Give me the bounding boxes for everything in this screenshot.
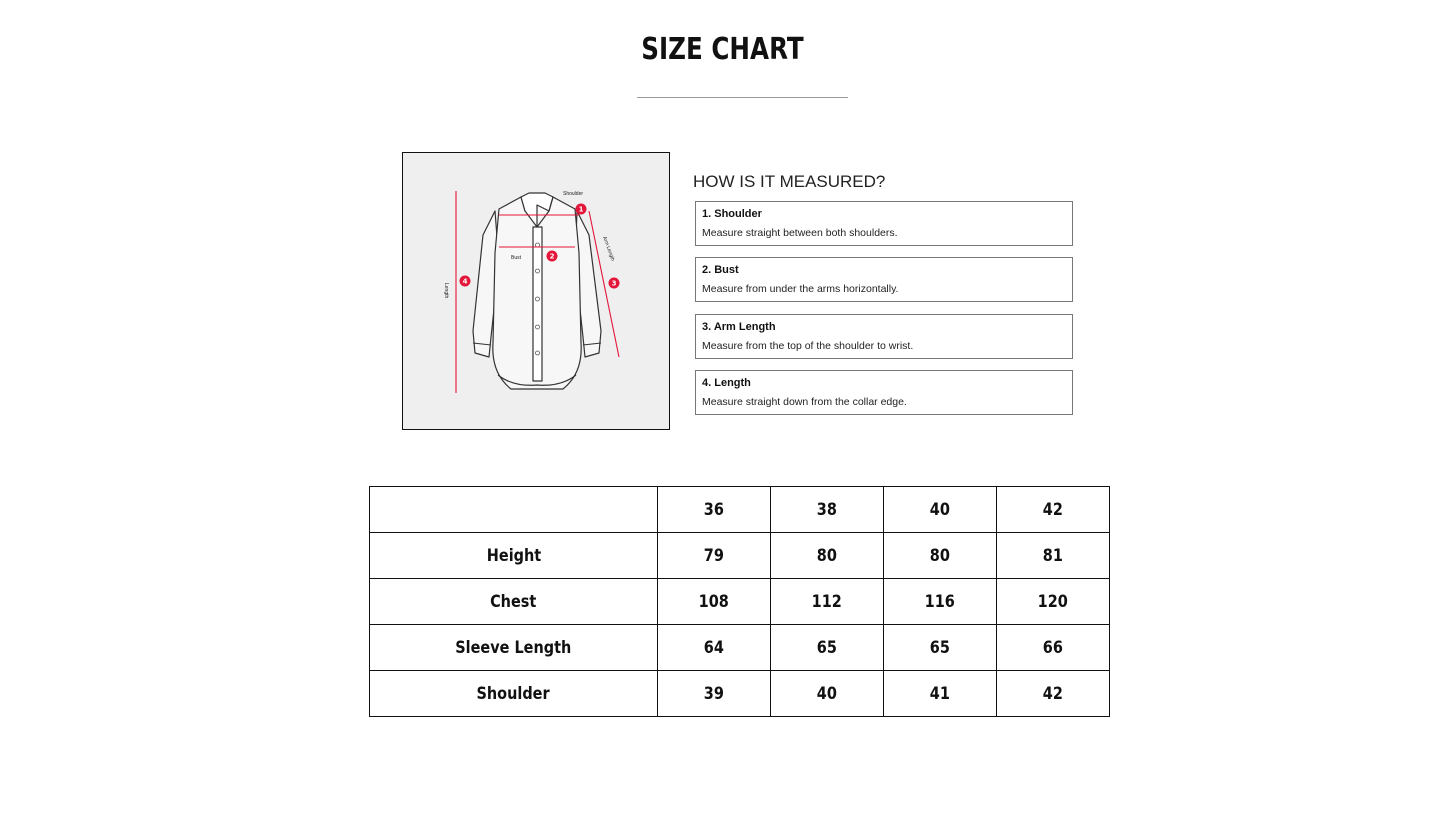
table-header-cell <box>370 487 658 533</box>
table-cell: 120 <box>997 579 1110 625</box>
step-description: Measure straight between both shoulders. <box>702 227 898 239</box>
step-description: Measure from the top of the shoulder to wrist. <box>702 340 914 352</box>
row-label: Height <box>370 533 658 579</box>
row-label: Chest <box>370 579 658 625</box>
bust-label: Bust <box>511 255 522 261</box>
measure-step-bust <box>695 257 1073 302</box>
step-description: Measure straight down from the collar edge. <box>702 396 907 408</box>
measure-step-arm-length <box>695 314 1073 359</box>
table-header-row <box>370 487 1110 533</box>
table-cell: 66 <box>997 625 1110 671</box>
table-cell: 116 <box>884 579 997 625</box>
step-title: 3. Arm Length <box>702 321 776 333</box>
marker-3: 3 <box>611 279 617 288</box>
table-cell: 42 <box>997 671 1110 717</box>
table-cell: 80 <box>884 533 997 579</box>
step-title: 4. Length <box>702 377 751 389</box>
marker-2: 2 <box>549 252 555 261</box>
table-row <box>370 625 1110 671</box>
table-row <box>370 671 1110 717</box>
table-cell: 79 <box>658 533 771 579</box>
table-cell: 39 <box>658 671 771 717</box>
table-header-cell: 36 <box>658 487 771 533</box>
shoulder-label: Shoulder <box>563 191 584 197</box>
table-cell: 80 <box>771 533 884 579</box>
measure-step-length <box>695 370 1073 415</box>
row-label: Sleeve Length <box>370 625 658 671</box>
table-header-cell: 40 <box>884 487 997 533</box>
table-cell: 65 <box>771 625 884 671</box>
table-row <box>370 579 1110 625</box>
shirt-illustration <box>403 153 671 431</box>
step-title: 1. Shoulder <box>702 208 762 220</box>
size-table <box>369 486 1110 717</box>
table-row <box>370 533 1110 579</box>
table-cell: 64 <box>658 625 771 671</box>
marker-1: 1 <box>578 205 584 214</box>
step-title: 2. Bust <box>702 264 739 276</box>
shirt-diagram <box>402 152 670 430</box>
table-header-cell: 42 <box>997 487 1110 533</box>
table-cell: 40 <box>771 671 884 717</box>
how-measured-heading: HOW IS IT MEASURED? <box>693 172 886 191</box>
table-cell: 81 <box>997 533 1110 579</box>
page-title: SIZE CHART <box>641 32 804 67</box>
table-cell: 108 <box>658 579 771 625</box>
marker-4: 4 <box>462 277 468 286</box>
table-header-cell: 38 <box>771 487 884 533</box>
measure-step-shoulder <box>695 201 1073 246</box>
row-label: Shoulder <box>370 671 658 717</box>
table-cell: 41 <box>884 671 997 717</box>
arm-length-label: Arm Length <box>601 235 616 262</box>
table-cell: 112 <box>771 579 884 625</box>
step-description: Measure from under the arms horizontally. <box>702 283 899 295</box>
table-cell: 65 <box>884 625 997 671</box>
length-label: Length <box>443 283 449 299</box>
title-divider <box>637 97 848 98</box>
